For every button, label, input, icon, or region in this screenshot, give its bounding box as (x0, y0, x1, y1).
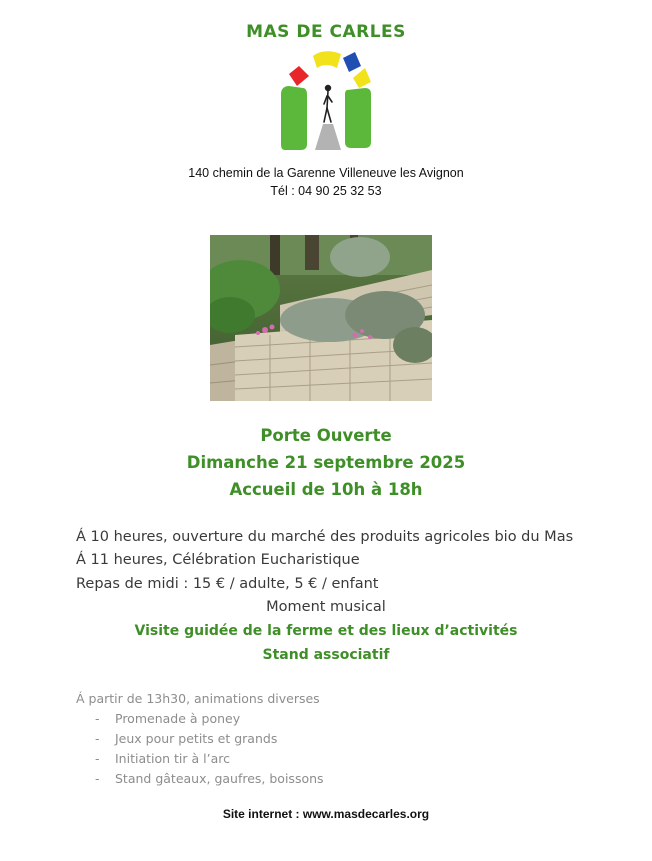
program-line-mass: Á 11 heures, Célébration Eucharistique (76, 552, 360, 568)
list-item (95, 731, 277, 746)
program-line-meal: Repas de midi : 15 € / adulte, 5 € / enfant (76, 576, 379, 592)
afternoon-intro: Á partir de 13h30, animations diverses (76, 691, 320, 706)
list-item-label: Stand gâteaux, gaufres, boissons (115, 771, 324, 786)
list-item (95, 751, 230, 766)
list-item (95, 771, 324, 786)
event-date: Dimanche 21 septembre 2025 (186, 453, 466, 472)
list-bullet: - (95, 771, 100, 786)
address-line: 140 chemin de la Garenne Villeneuve les Avignon (188, 166, 464, 180)
website-link[interactable]: Site internet : www.masdecarles.org (222, 807, 430, 821)
program-line-market: Á 10 heures, ouverture du marché des produits agricoles bio du Mas (76, 529, 574, 545)
list-item (95, 711, 240, 726)
address-block (0, 164, 652, 200)
list-item-label: Jeux pour petits et grands (115, 731, 278, 746)
event-name: Porte Ouverte (260, 426, 392, 445)
phone-line: Tél : 04 90 25 32 53 (270, 184, 382, 198)
mas-de-carles-logo (275, 44, 380, 152)
program-line-stand: Stand associatif (262, 647, 390, 663)
list-bullet: - (95, 711, 100, 726)
list-item-label: Promenade à poney (115, 711, 241, 726)
list-item-label: Initiation tir à l’arc (115, 751, 230, 766)
page-title: MAS DE CARLES (246, 22, 406, 42)
event-hours: Accueil de 10h à 18h (229, 480, 423, 499)
program-line-tour: Visite guidée de la ferme et des lieux d’activités (134, 623, 518, 639)
program-line-music: Moment musical (266, 599, 386, 615)
list-bullet: - (95, 731, 100, 746)
garden-wall-photo (210, 235, 432, 401)
list-bullet: - (95, 751, 100, 766)
